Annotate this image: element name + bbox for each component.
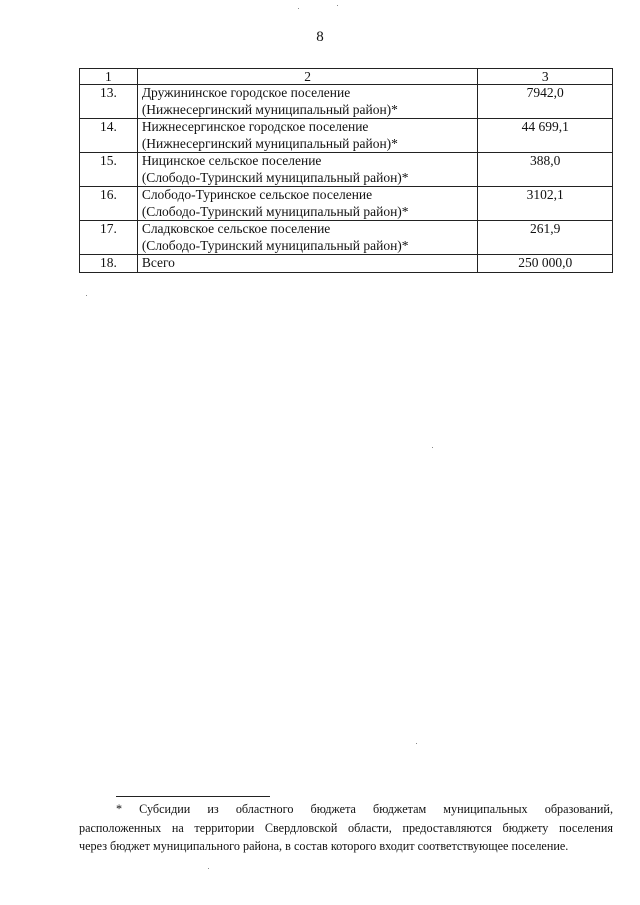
footnote-divider [116, 796, 270, 797]
subsidy-amount: 3102,1 [478, 187, 613, 221]
settlement-name [137, 153, 478, 187]
row-number: 17. [80, 221, 138, 255]
column-header-name: 2 [137, 69, 478, 85]
footnote-line: * Субсидии из областного бюджета бюджетам муниципальных образований, [116, 802, 613, 816]
district-name-line: (Слободо-Туринский муниципальный район)* [141, 203, 409, 219]
column-header-number: 1 [80, 69, 138, 85]
footnote-line: через бюджет муниципального района, в состав которого входит соответствующее поселение. [79, 839, 569, 853]
column-header-value: 3 [478, 69, 613, 85]
table-header-row [80, 69, 613, 85]
subsidy-amount: 261,9 [478, 221, 613, 255]
table-row [80, 187, 613, 221]
row-number: 14. [80, 119, 138, 153]
scan-speck [298, 8, 299, 9]
settlement-name [137, 187, 478, 221]
settlement-name [137, 119, 478, 153]
row-number: 16. [80, 187, 138, 221]
settlement-name-line: Слободо-Туринское сельское поселение [141, 187, 373, 202]
subsidy-table [79, 68, 613, 273]
page-number: 8 [316, 29, 324, 45]
row-number: 15. [80, 153, 138, 187]
scan-speck [337, 5, 338, 6]
settlement-name [137, 85, 478, 119]
scan-speck [416, 743, 417, 744]
footnote-line: расположенных на территории Свердловской области, предоставляются бюджету поселения [79, 820, 613, 835]
settlement-name [137, 221, 478, 255]
table-total-row [80, 255, 613, 273]
subsidy-amount: 44 699,1 [478, 119, 613, 153]
settlement-name-line: Ницинское сельское поселение [141, 153, 322, 168]
row-number: 18. [80, 255, 138, 273]
district-name-line: (Слободо-Туринский муниципальный район)* [141, 237, 409, 253]
scan-speck [432, 447, 433, 448]
district-name-line: (Нижнесергинский муниципальный район)* [141, 101, 398, 117]
subsidy-amount: 388,0 [478, 153, 613, 187]
scan-speck [208, 868, 209, 869]
subsidy-amount: 7942,0 [478, 85, 613, 119]
district-name-line: (Нижнесергинский муниципальный район)* [141, 135, 398, 151]
settlement-name-line: Сладковское сельское поселение [141, 221, 331, 236]
table-row [80, 85, 613, 119]
district-name-line: (Слободо-Туринский муниципальный район)* [141, 169, 409, 185]
table-row [80, 221, 613, 255]
settlement-name-line: Дружининское городское поселение [141, 85, 351, 100]
settlement-name-line: Нижнесергинское городское поселение [141, 119, 369, 134]
table-row [80, 119, 613, 153]
footnote [79, 800, 613, 856]
table-row [80, 153, 613, 187]
total-amount: 250 000,0 [478, 255, 613, 273]
total-label: Всего [137, 255, 478, 273]
scan-speck [86, 295, 87, 296]
row-number: 13. [80, 85, 138, 119]
